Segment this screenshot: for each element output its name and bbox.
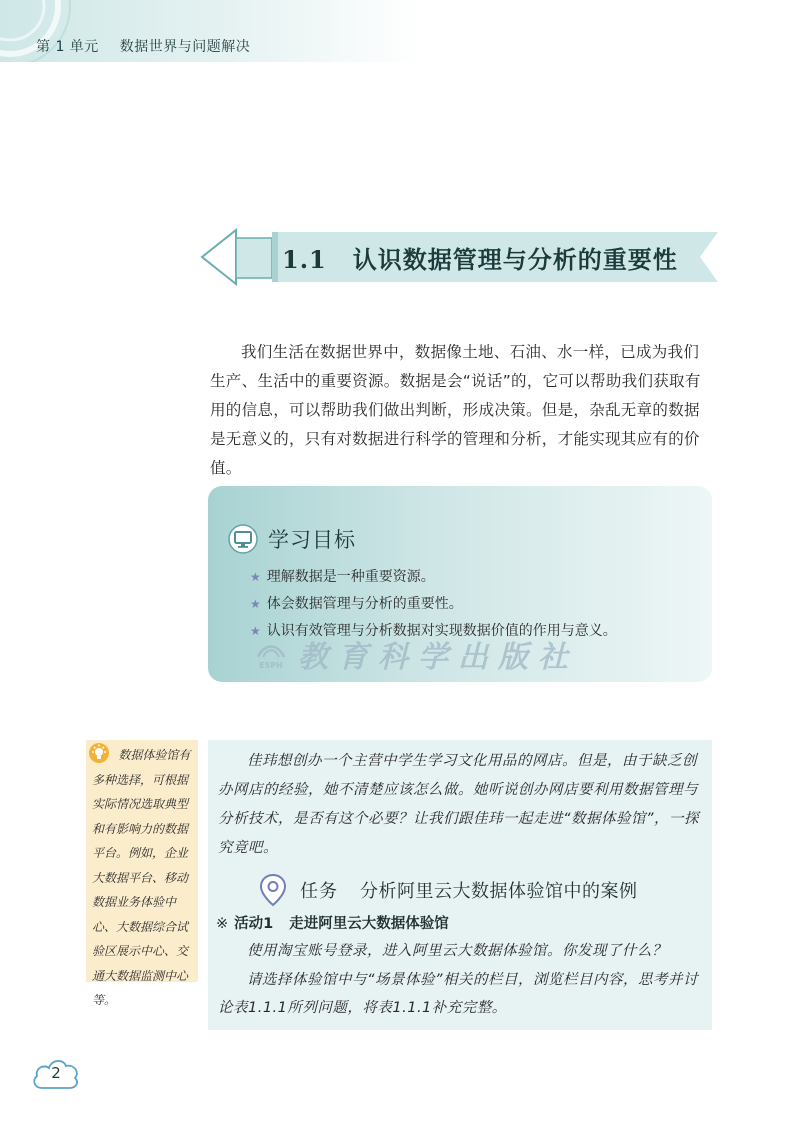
learning-goals-title: 学习目标: [268, 528, 356, 552]
star-icon: ★: [250, 624, 261, 638]
story-paragraph: 佳玮想创办一个主营中学生学习文化用品的网店。但是，由于缺乏创办网店的经验，她不清楚应该怎么做。她听说创办网店要利用数据管理与分析技术，是否有这个必要？让我们跟佳玮一起走进“数据体验馆”，一探究竟吧。: [218, 753, 700, 856]
activity-box: [208, 740, 712, 1030]
activity-body: [218, 937, 706, 1023]
publisher-watermark: [254, 632, 578, 676]
learning-goals-box: [208, 486, 712, 682]
intro-paragraph: 我们生活在数据世界中，数据像土地、石油、水一样，已成为我们生产、生活中的重要资源。数据是会“说话”的，它可以帮助我们获取有用的信息，可以帮助我们做出判断，形成决策。但是，杂乱无章的数据是无意义的，只有对数据进行科学的管理和分析，才能实现其应有的价值。: [210, 342, 701, 477]
location-pin-icon: [258, 873, 288, 907]
task-label: 任务: [300, 881, 338, 902]
unit-label: 第 1 单元: [36, 39, 99, 55]
unit-title: 数据世界与问题解决: [119, 39, 251, 55]
activity-title: 走进阿里云大数据体验馆: [289, 916, 449, 932]
star-icon: ★: [250, 570, 261, 584]
activity-mark: ※: [216, 916, 229, 932]
monitor-icon: [228, 524, 258, 554]
list-item: ★ 理解数据是一种重要资源。: [250, 569, 435, 585]
task-title: 分析阿里云大数据体验馆中的案例: [360, 881, 638, 902]
section-number: 1.1: [282, 245, 327, 274]
sidebar-tip-text: 数据体验馆有多种选择，可根据实际情况选取典型和有影响力的数据平台。例如，企业大数据平台、移动数据业务体验中心、大数据综合试验区展示中心、交通大数据监测中心等。: [92, 748, 191, 1007]
activity-number: 活动1: [234, 916, 274, 932]
section-title: 认识数据管理与分析的重要性: [352, 245, 678, 274]
page-number: 2: [51, 1064, 61, 1082]
sidebar-tip-box: [86, 740, 198, 1007]
watermark-text: 教育科学出版社: [298, 640, 578, 675]
section-heading: [282, 240, 678, 275]
activity-heading: [216, 912, 449, 933]
activity-paragraph: 请选择体验馆中与“场景体验”相关的栏目，浏览栏目内容，思考并讨论表1.1.1所列问题，将表1.1.1补充完整。: [218, 971, 699, 1016]
publisher-logo-icon: [254, 637, 288, 671]
svg-text:ESPH: ESPH: [259, 661, 283, 670]
star-icon: ★: [250, 597, 261, 611]
activity-paragraph: 使用淘宝账号登录，进入阿里云大数据体验馆。你发现了什么？: [247, 943, 667, 959]
running-header: [36, 36, 250, 56]
list-item: ★ 体会数据管理与分析的重要性。: [250, 596, 463, 612]
task-heading: [258, 873, 638, 907]
section-title-banner: [200, 228, 720, 286]
list-item: ★ 认识有效管理与分析数据对实现数据价值的作用与意义。: [250, 623, 617, 639]
